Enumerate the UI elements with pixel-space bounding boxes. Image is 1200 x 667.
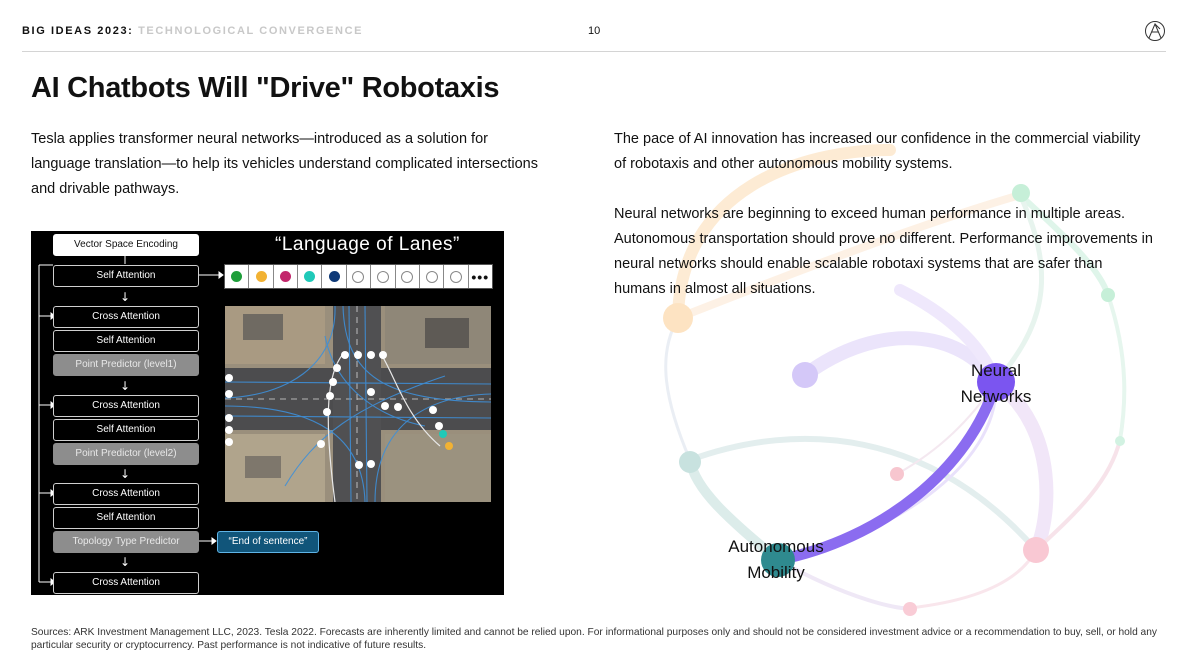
page-title: AI Chatbots Will "Drive" Robotaxis — [31, 72, 500, 104]
token-slot — [420, 265, 444, 288]
token-slot — [396, 265, 420, 288]
page-number: 10 — [588, 25, 601, 37]
network-edge-highlight — [778, 382, 996, 560]
block-point-predictor-2: Point Predictor (level2) — [53, 443, 199, 465]
block-self-attention-2: Self Attention — [53, 330, 199, 352]
network-edge-lavender-2 — [996, 382, 1046, 550]
ark-logo-icon — [1144, 20, 1166, 42]
network-node-pink-small — [890, 467, 904, 481]
token-slot — [469, 265, 492, 288]
block-topology-type-predictor: Topology Type Predictor — [53, 531, 199, 553]
block-self-attention-1: Self Attention — [53, 265, 199, 287]
network-edge-mint-2 — [1108, 295, 1124, 440]
section-subtitle: TECHNOLOGICAL CONVERGENCE — [138, 25, 364, 37]
brand-separator: : — [128, 25, 134, 37]
token-navy-dot — [329, 271, 340, 282]
token-teal-dot — [304, 271, 315, 282]
token-slot — [347, 265, 371, 288]
token-slot — [322, 265, 346, 288]
token-slot — [371, 265, 395, 288]
token-empty-ring — [401, 271, 413, 283]
network-node-mint — [1012, 184, 1030, 202]
block-cross-attention-3: Cross Attention — [53, 483, 199, 505]
token-empty-ring — [426, 271, 438, 283]
svg-text:↓: ↓ — [119, 290, 131, 304]
label-mobility-line2: Mobility — [747, 563, 805, 582]
brand-label: BIG IDEAS 2023 — [22, 25, 129, 37]
block-point-predictor-1: Point Predictor (level1) — [53, 354, 199, 376]
header-title — [22, 25, 363, 37]
block-vector-space-encoding: Vector Space Encoding — [53, 234, 199, 256]
label-neural-line1: Neural — [970, 361, 1022, 380]
network-node-pink-bottom — [903, 602, 917, 616]
token-slot — [298, 265, 322, 288]
block-self-attention-4: Self Attention — [53, 507, 199, 529]
network-node-pink — [1023, 537, 1049, 563]
network-node-lavender — [792, 362, 818, 388]
right-paragraph-2: Neural networks are beginning to exceed human performance in multiple areas. Autonomous transportation should prove no different. Performance improvements in neural networks should enable scalable robotaxi systems that are safer than humans in almost all situations. — [614, 206, 1153, 297]
language-of-lanes-figure — [31, 231, 504, 595]
label-neural-line2: Networks — [960, 387, 1032, 406]
token-sequence — [224, 264, 493, 289]
right-paragraph-1: The pace of AI innovation has increased our confidence in the commercial viability of robotaxis and other autonomous mobility systems. — [614, 131, 1141, 172]
header-divider — [22, 51, 1166, 52]
token-slot — [249, 265, 273, 288]
token-green-dot — [231, 271, 242, 282]
figure-heading: “Language of Lanes” — [275, 234, 460, 255]
svg-text:↓: ↓ — [119, 379, 131, 393]
network-node-peach — [663, 303, 693, 333]
token-slot — [225, 265, 249, 288]
left-paragraph: Tesla applies transformer neural networks—introduced as a solution for language translation—to help its vehicles understand complicated intersections and drivable pathways. — [31, 131, 538, 197]
label-mobility-line1: Autonomous — [728, 537, 824, 556]
network-edge-lavender-4 — [778, 382, 996, 560]
token-magenta-dot — [280, 271, 291, 282]
end-of-sentence-token: “End of sentence” — [217, 531, 319, 553]
svg-text:↓: ↓ — [119, 555, 131, 569]
token-slot — [274, 265, 298, 288]
network-edge-gray-1 — [666, 318, 690, 460]
block-cross-attention-4: Cross Attention — [53, 572, 199, 594]
sources-footnote: Sources: ARK Investment Management LLC, 2023. Tesla 2022. Forecasts are inherently limited and cannot be relied upon. For informational purposes only and should not be considered investment advice or a recommendation to buy, sell, or hold any particular security or cryptocurrency. Past performance is not indicative of future results. — [31, 627, 1157, 651]
token-empty-ring — [450, 271, 462, 283]
token-ellipsis: ••• — [471, 268, 490, 285]
network-node-mint-3 — [1115, 436, 1125, 446]
token-empty-ring — [352, 271, 364, 283]
network-edge-pink-3 — [910, 550, 1036, 608]
token-yellow-dot — [256, 271, 267, 282]
token-empty-ring — [377, 271, 389, 283]
intersection-aerial-image — [225, 306, 491, 502]
block-self-attention-3: Self Attention — [53, 419, 199, 441]
network-node-teal — [679, 451, 701, 473]
svg-text:↓: ↓ — [119, 467, 131, 481]
token-slot — [444, 265, 468, 288]
block-cross-attention-1: Cross Attention — [53, 306, 199, 328]
block-cross-attention-2: Cross Attention — [53, 395, 199, 417]
